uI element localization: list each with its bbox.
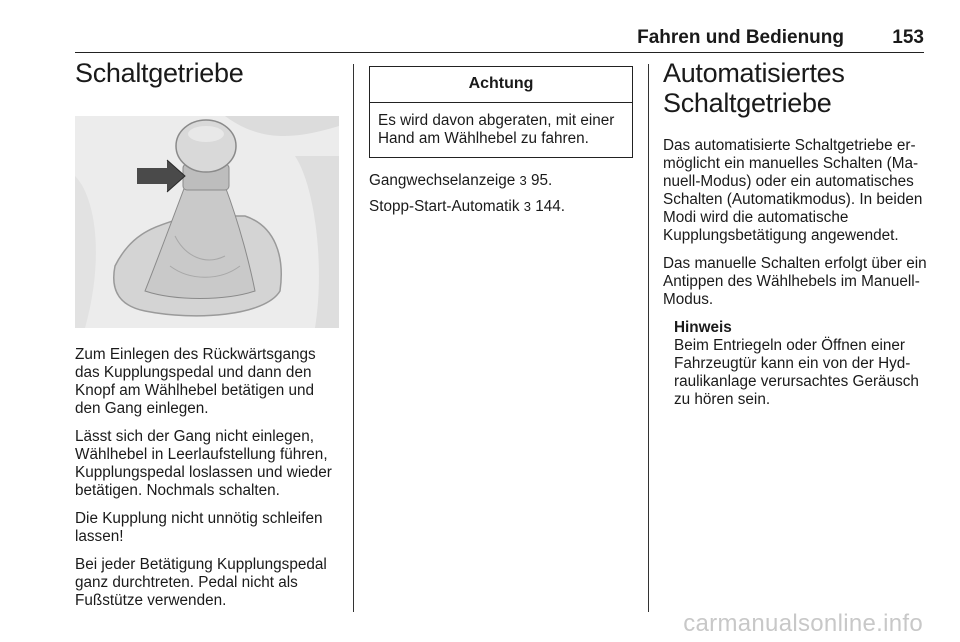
column-divider-2 bbox=[648, 64, 649, 612]
left-column bbox=[75, 58, 343, 620]
section-title: Fahren und Bedienung bbox=[637, 27, 844, 48]
paragraph-rueckwaertsgang: Zum Einlegen des Rückwärtsgangs das Kupplungspedal und dann den Knopf am Wählhebel betätigen und den Gang einlegen. bbox=[75, 346, 316, 417]
cross-reference-icon: 3 bbox=[519, 173, 527, 188]
right-column bbox=[663, 58, 927, 409]
note-box bbox=[674, 319, 927, 409]
paragraph-kupplung: Die Kupplung nicht unnötig schleifen lassen! bbox=[75, 510, 323, 545]
warning-title: Achtung bbox=[370, 67, 632, 103]
note-title: Hinweis bbox=[674, 319, 732, 336]
paragraph-manuell: Das manuelle Schalten erfolgt über ein Antippen des Wählhebels im Manuell-Modus. bbox=[663, 255, 927, 308]
paragraph-kupplungspedal: Bei jeder Betätigung Kupplungspedal ganz durchtreten. Pedal nicht als Fußstütze verwenden. bbox=[75, 556, 327, 609]
note-text: Beim Entriegeln oder Öffnen einer Fahrzeugtür kann ein von der Hydraulikanlage verursachtes Geräusch zu hören sein. bbox=[674, 337, 919, 408]
page-header bbox=[75, 24, 924, 53]
heading-schaltgetriebe: Schaltgetriebe bbox=[75, 58, 244, 88]
gear-lever-illustration bbox=[75, 116, 339, 328]
cross-reference-icon: 3 bbox=[523, 199, 531, 214]
paragraph-gang-einlegen: Lässt sich der Gang nicht einlegen, Wählhebel in Leerlaufstellung führen, Kupplungspedal loslassen und wieder betätigen. Nochmals schalten. bbox=[75, 428, 332, 499]
page-number: 153 bbox=[892, 27, 924, 48]
middle-column bbox=[369, 58, 637, 226]
heading-automatisiertes-schaltgetriebe: Automatisiertes Schaltgetriebe bbox=[663, 58, 845, 118]
paragraph-automatisiert: Das automatisierte Schaltgetriebe ermöglicht ein manuelles Schalten (Manuell-Modus) oder ein automatisches Schalten (Automatikmodus). In beiden Modi wird die automatische Kupplungsbetätigung angewendet. bbox=[663, 137, 923, 244]
reference-stopp-start[interactable]: Stopp-Start-Automatik 3 144. bbox=[369, 198, 565, 215]
reference-gangwechselanzeige[interactable]: Gangwechselanzeige 3 95. bbox=[369, 172, 553, 189]
watermark: carmanualsonline.info bbox=[683, 610, 923, 637]
column-divider-1 bbox=[353, 64, 354, 612]
warning-box bbox=[369, 66, 633, 158]
warning-text: Es wird davon abgeraten, mit einer Hand am Wählhebel zu fahren. bbox=[378, 112, 615, 147]
